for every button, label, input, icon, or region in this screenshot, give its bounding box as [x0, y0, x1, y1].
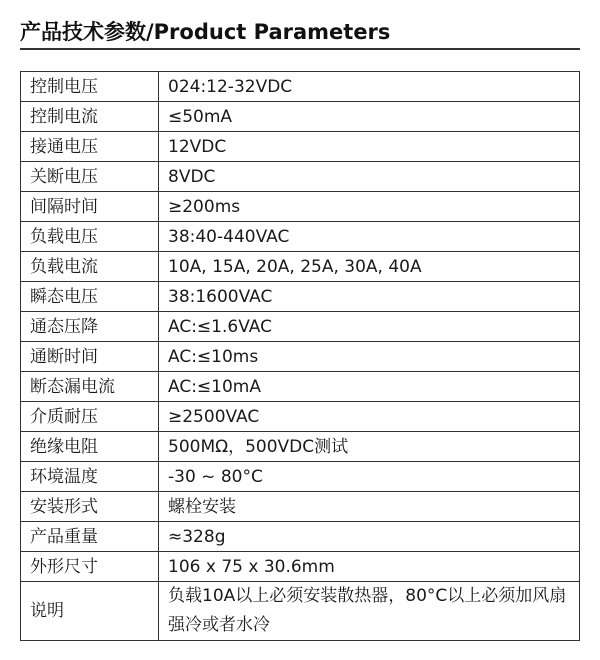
param-label: 负载电流 — [21, 252, 159, 282]
param-label: 通态压降 — [21, 312, 159, 342]
param-value: AC:≤10ms — [159, 342, 580, 372]
table-row — [21, 132, 580, 162]
table-row — [21, 192, 580, 222]
param-value: ≤50mA — [159, 102, 580, 132]
table-row — [21, 282, 580, 312]
param-value: 38:40-440VAC — [159, 222, 580, 252]
param-label: 环境温度 — [21, 462, 159, 492]
table-row — [21, 492, 580, 522]
param-label: 控制电流 — [21, 102, 159, 132]
param-value: ≥200ms — [159, 192, 580, 222]
table-row — [21, 402, 580, 432]
param-label: 接通电压 — [21, 132, 159, 162]
param-value: AC:≤10mA — [159, 372, 580, 402]
param-value: -30 ~ 80°C — [159, 462, 580, 492]
param-label: 断态漏电流 — [21, 372, 159, 402]
param-label: 介质耐压 — [21, 402, 159, 432]
table-row — [21, 312, 580, 342]
param-label: 外形尺寸 — [21, 552, 159, 582]
param-value: 负载10A以上必须安装散热器，80°C以上必须加风扇强冷或者水冷 — [159, 582, 580, 641]
param-value: 8VDC — [159, 162, 580, 192]
param-label: 产品重量 — [21, 522, 159, 552]
param-label: 通断时间 — [21, 342, 159, 372]
table-row — [21, 222, 580, 252]
param-value: 38:1600VAC — [159, 282, 580, 312]
param-value: ≥2500VAC — [159, 402, 580, 432]
table-row — [21, 582, 580, 641]
param-label: 负载电压 — [21, 222, 159, 252]
table-row — [21, 162, 580, 192]
param-value: 024:12-32VDC — [159, 72, 580, 102]
page-title: 产品技术参数/Product Parameters — [20, 20, 391, 44]
param-value: 10A, 15A, 20A, 25A, 30A, 40A — [159, 252, 580, 282]
param-label: 瞬态电压 — [21, 282, 159, 312]
param-value: 106 x 75 x 30.6mm — [159, 552, 580, 582]
parameters-table — [20, 71, 580, 641]
param-value: 500MΩ，500VDC测试 — [159, 432, 580, 462]
table-row — [21, 102, 580, 132]
param-value: 12VDC — [159, 132, 580, 162]
param-label: 安装形式 — [21, 492, 159, 522]
table-row — [21, 522, 580, 552]
table-row — [21, 72, 580, 102]
table-row — [21, 432, 580, 462]
table-row — [21, 462, 580, 492]
param-label: 控制电压 — [21, 72, 159, 102]
table-row — [21, 372, 580, 402]
table-row — [21, 342, 580, 372]
param-label: 说明 — [21, 582, 159, 641]
param-label: 间隔时间 — [21, 192, 159, 222]
param-value: 螺栓安装 — [159, 492, 580, 522]
param-label: 绝缘电阻 — [21, 432, 159, 462]
param-value: ≈328g — [159, 522, 580, 552]
param-value: AC:≤1.6VAC — [159, 312, 580, 342]
param-label: 关断电压 — [21, 162, 159, 192]
title-divider — [20, 48, 580, 50]
table-row — [21, 552, 580, 582]
table-row — [21, 252, 580, 282]
